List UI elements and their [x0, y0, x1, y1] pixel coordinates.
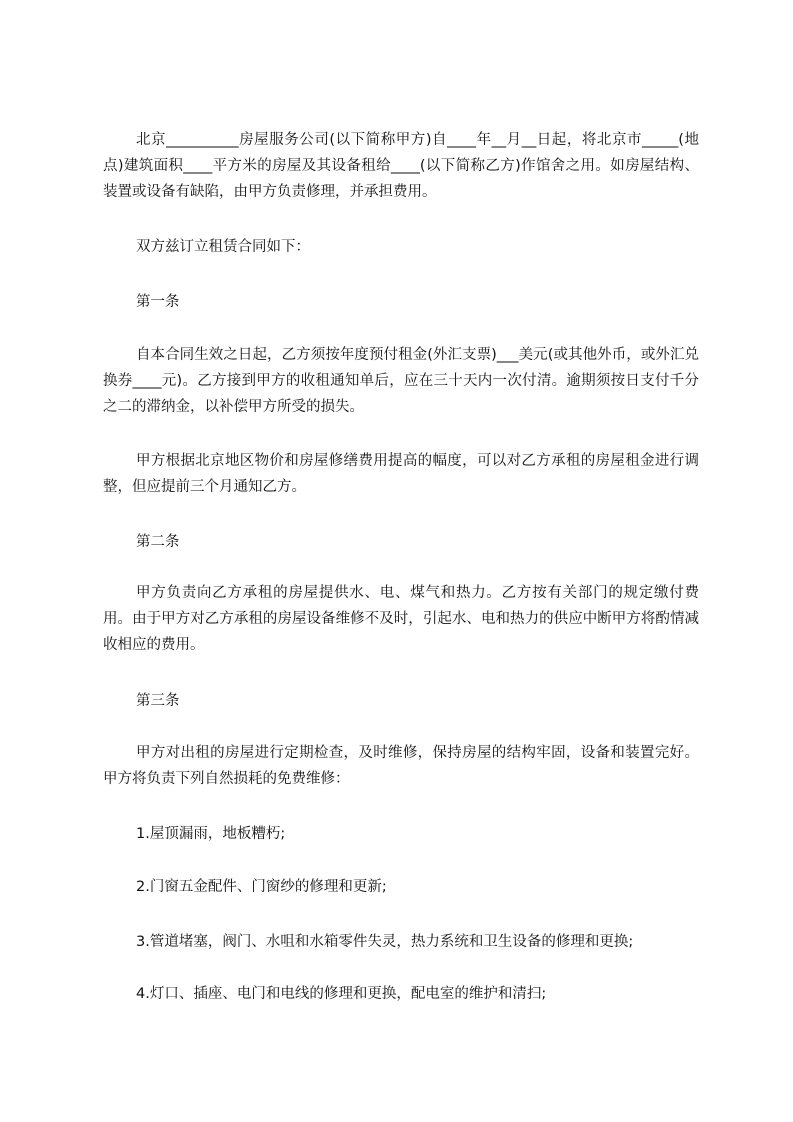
article-2-heading: 第二条 — [136, 534, 180, 550]
paragraph-article-3-maintenance: 甲方对出租的房屋进行定期检查，及时维修，保持房屋的结构牢固，设备和装置完好。甲方将负责下列自然损耗的免费维修： — [103, 745, 699, 787]
list-item-4: 4.灯口、插座、电门和电线的修理和更换，配电室的维护和清扫; — [136, 986, 547, 1002]
list-item-1: 1.屋顶漏雨，地板糟朽; — [136, 826, 286, 842]
paragraph-lease-intro: 北京__________房屋服务公司(以下简称甲方)自____年__月__日起，将北京市_____(地点)建筑面积____平方米的房屋及其设备租给____(以下简称乙方)作馆舍之用。如房屋结构、装置或设备有缺陷，由甲方负责修理，并承担费用。 — [103, 132, 699, 200]
paragraph-article-2-utilities: 甲方负责向乙方承租的房屋提供水、电、煤气和热力。乙方按有关部门的规定缴付费用。由于甲方对乙方承租的房屋设备维修不及时，引起水、电和热力的供应中断甲方将酌情减收相应的费用。 — [103, 585, 699, 653]
paragraph-article-1-adjustment: 甲方根据北京地区物价和房屋修缮费用提高的幅度，可以对乙方承租的房屋租金进行调整，但应提前三个月通知乙方。 — [103, 453, 699, 495]
article-1-heading: 第一条 — [136, 294, 180, 310]
paragraph-article-1-rent: 自本合同生效之日起，乙方须按年度预付租金(外汇支票)___美元(或其他外币，或外汇兑换券____元)。乙方接到甲方的收租通知单后，应在三十天内一次付清。逾期须按日支付千分之二的滞纳金，以补偿甲方所受的损失。 — [103, 347, 699, 415]
list-item-2: 2.门窗五金配件、门窗纱的修理和更新; — [136, 879, 387, 895]
article-3-heading: 第三条 — [136, 693, 180, 709]
paragraph-agreement-statement: 双方兹订立租赁合同如下： — [136, 239, 310, 255]
list-item-3: 3.管道堵塞，阀门、水咀和水箱零件失灵，热力系统和卫生设备的修理和更换; — [136, 934, 634, 950]
